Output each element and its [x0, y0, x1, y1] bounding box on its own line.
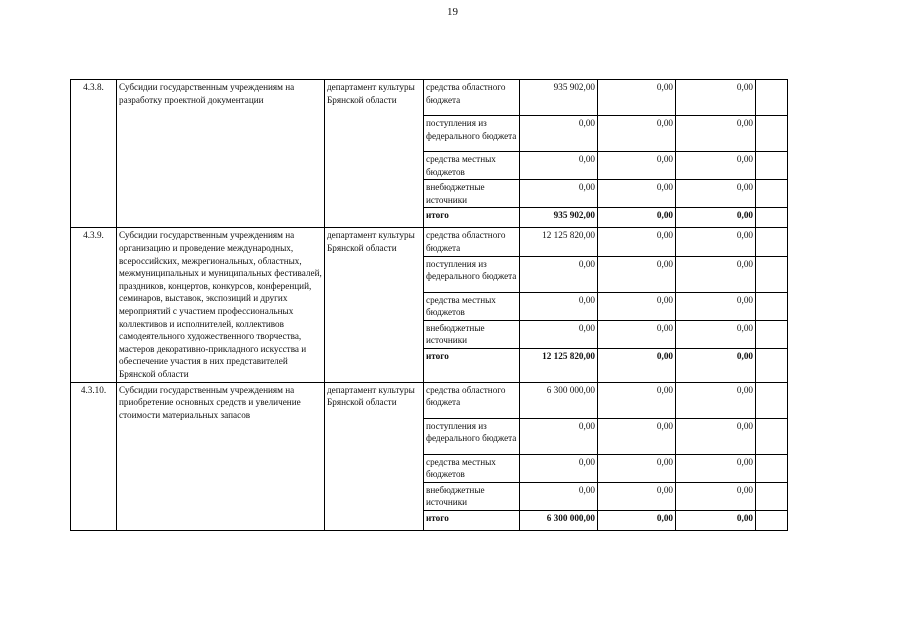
- value-cell: 0,00: [676, 510, 756, 530]
- value-cell: 0,00: [598, 256, 676, 292]
- empty-cell: [756, 482, 788, 510]
- item-name: Субсидии государственным учреждениям на организацию и проведение международных, всероссийских, межрегиональных, областных, межмуниципальных и муниципальных фестивалей, праздников, концертов, конкурсов, конференций, семинаров, выставок, экспозиций и других мероприятий с участием профессиональных коллективов и исполнителей, коллективов самодеятельного художественного творчества, мастеров декоративно-прикладного искусства и обеспечение участия в них представителей Брянской области: [117, 228, 325, 382]
- budget-table: [70, 79, 788, 531]
- value-cell: 6 300 000,00: [520, 382, 598, 418]
- value-cell: 6 300 000,00: [520, 510, 598, 530]
- value-cell: 0,00: [598, 418, 676, 454]
- value-cell: 0,00: [520, 320, 598, 348]
- value-cell: 0,00: [676, 418, 756, 454]
- source-label: средства областного бюджета: [424, 228, 520, 256]
- item-code: 4.3.10.: [71, 382, 117, 530]
- source-label: средства местных бюджетов: [424, 454, 520, 482]
- source-label: итого: [424, 348, 520, 382]
- value-cell: 0,00: [520, 482, 598, 510]
- empty-cell: [756, 510, 788, 530]
- value-cell: 0,00: [676, 382, 756, 418]
- value-cell: 0,00: [520, 292, 598, 320]
- empty-cell: [756, 152, 788, 180]
- value-cell: 0,00: [676, 180, 756, 208]
- value-cell: 0,00: [676, 116, 756, 152]
- source-label: средства областного бюджета: [424, 80, 520, 116]
- value-cell: 0,00: [598, 348, 676, 382]
- value-cell: 0,00: [676, 482, 756, 510]
- empty-cell: [756, 228, 788, 256]
- page-number: 19: [447, 6, 458, 18]
- value-cell: 0,00: [520, 418, 598, 454]
- empty-cell: [756, 348, 788, 382]
- value-cell: 12 125 820,00: [520, 348, 598, 382]
- value-cell: 0,00: [598, 454, 676, 482]
- value-cell: 0,00: [598, 510, 676, 530]
- value-cell: 0,00: [598, 208, 676, 228]
- value-cell: 0,00: [598, 116, 676, 152]
- source-label: поступления из федерального бюджета: [424, 256, 520, 292]
- value-cell: 0,00: [598, 382, 676, 418]
- value-cell: 0,00: [676, 292, 756, 320]
- value-cell: 0,00: [598, 482, 676, 510]
- value-cell: 0,00: [676, 454, 756, 482]
- value-cell: 0,00: [676, 228, 756, 256]
- value-cell: 0,00: [598, 320, 676, 348]
- empty-cell: [756, 80, 788, 116]
- value-cell: 0,00: [598, 80, 676, 116]
- empty-cell: [756, 320, 788, 348]
- source-label: поступления из федерального бюджета: [424, 418, 520, 454]
- value-cell: 935 902,00: [520, 80, 598, 116]
- value-cell: 0,00: [520, 256, 598, 292]
- source-label: средства местных бюджетов: [424, 292, 520, 320]
- item-code: 4.3.8.: [71, 80, 117, 228]
- empty-cell: [756, 418, 788, 454]
- source-label: итого: [424, 208, 520, 228]
- value-cell: 0,00: [520, 116, 598, 152]
- source-label: средства местных бюджетов: [424, 152, 520, 180]
- item-executor: департамент культуры Брянской области: [325, 228, 424, 382]
- value-cell: 0,00: [676, 152, 756, 180]
- source-label: внебюджетные источники: [424, 180, 520, 208]
- table-row: [71, 228, 788, 256]
- source-label: внебюджетные источники: [424, 320, 520, 348]
- item-name: Субсидии государственным учреждениям на приобретение основных средств и увеличение стоимости материальных запасов: [117, 382, 325, 530]
- item-executor: департамент культуры Брянской области: [325, 382, 424, 530]
- value-cell: 0,00: [598, 292, 676, 320]
- value-cell: 0,00: [676, 80, 756, 116]
- value-cell: 0,00: [676, 208, 756, 228]
- value-cell: 0,00: [598, 228, 676, 256]
- source-label: итого: [424, 510, 520, 530]
- empty-cell: [756, 116, 788, 152]
- item-code: 4.3.9.: [71, 228, 117, 382]
- value-cell: 0,00: [598, 152, 676, 180]
- empty-cell: [756, 382, 788, 418]
- item-name: Субсидии государственным учреждениям на разработку проектной документации: [117, 80, 325, 228]
- empty-cell: [756, 292, 788, 320]
- empty-cell: [756, 256, 788, 292]
- table-row: [71, 80, 788, 116]
- value-cell: 0,00: [520, 180, 598, 208]
- value-cell: 0,00: [598, 180, 676, 208]
- source-label: средства областного бюджета: [424, 382, 520, 418]
- value-cell: 0,00: [676, 320, 756, 348]
- empty-cell: [756, 454, 788, 482]
- value-cell: 935 902,00: [520, 208, 598, 228]
- empty-cell: [756, 180, 788, 208]
- source-label: поступления из федерального бюджета: [424, 116, 520, 152]
- source-label: внебюджетные источники: [424, 482, 520, 510]
- table-row: [71, 382, 788, 418]
- value-cell: 0,00: [676, 256, 756, 292]
- item-executor: департамент культуры Брянской области: [325, 80, 424, 228]
- value-cell: 0,00: [520, 454, 598, 482]
- value-cell: 0,00: [520, 152, 598, 180]
- value-cell: 0,00: [676, 348, 756, 382]
- empty-cell: [756, 208, 788, 228]
- value-cell: 12 125 820,00: [520, 228, 598, 256]
